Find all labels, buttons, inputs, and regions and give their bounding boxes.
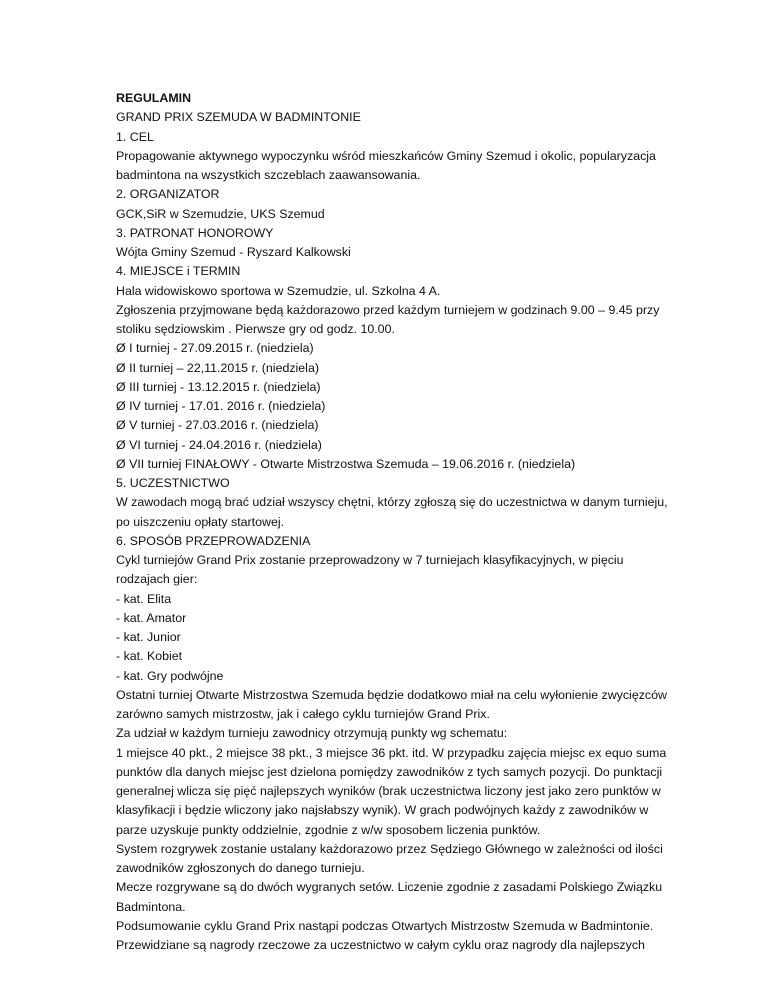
paragraph-line: Badmintona. (116, 899, 186, 914)
list-item: Ø II turniej – 22,11.2015 r. (niedziela) (116, 360, 319, 375)
paragraph-line: W zawodach mogą brać udział wszyscy chętni, którzy zgłoszą się do uczestnictwa w danym turnieju, (116, 495, 668, 510)
list-item: - kat. Amator (116, 610, 187, 625)
paragraph-line: Podsumowanie cyklu Grand Prix nastąpi podczas Otwartych Mistrzostw Szemuda w Badmintonie. (116, 918, 654, 933)
section-heading: 1. CEL (116, 129, 154, 144)
paragraph-line: zarówno samych mistrzostw, jak i całego cyklu turniejów Grand Prix. (116, 707, 490, 721)
section-heading: 4. MIEJSCE i TERMIN (116, 264, 241, 279)
paragraph-line: Zgłoszenia przyjmowane będą każdorazowo przed każdym turniejem w godzinach 9.00 – 9.45 przy (116, 302, 660, 317)
paragraph-line: Wójta Gminy Szemud - Ryszard Kalkowski (116, 245, 351, 259)
paragraph-line: Przewidziane są nagrody rzeczowe za uczestnictwo w całym cyklu oraz nagrody dla najlepszych (116, 938, 645, 952)
paragraph-line: stoliku sędziowskim . Pierwsze gry od godz. 10.00. (116, 322, 395, 336)
paragraph-line: GCK,SiR w Szemudzie, UKS Szemud (116, 206, 325, 221)
list-item: Ø VI turniej - 24.04.2016 r. (niedziela) (116, 437, 322, 452)
list-item: Ø VII turniej FINAŁOWY - Otwarte Mistrzostwa Szemuda – 19.06.2016 r. (niedziela) (116, 456, 576, 471)
paragraph-line: Propagowanie aktywnego wypoczynku wśród mieszkańców Gminy Szemud i okolic, popularyzacja (116, 148, 656, 163)
list-item: - kat. Elita (116, 591, 172, 606)
paragraph-line: 1 miejsce 40 pkt., 2 miejsce 38 pkt., 3 miejsce 36 pkt. itd. W przypadku zajęcia miejsc ex equo suma (116, 745, 667, 760)
document-page (116, 89, 716, 955)
paragraph-line: Cykl turniejów Grand Prix zostanie przeprowadzony w 7 turniejach klasyfikacyjnych, w pięciu (116, 553, 624, 567)
list-item: Ø V turniej - 27.03.2016 r. (niedziela) (116, 418, 319, 433)
paragraph-line: System rozgrywek zostanie ustalany każdorazowo przez Sędziego Głównego w zależności od ilości (116, 841, 663, 856)
paragraph-line: klasyfikacji i będzie wliczony jako najsłabszy wynik). W grach podwójnych każdy z zawodników w (116, 803, 649, 818)
list-item: - kat. Junior (116, 630, 181, 644)
paragraph-line: parze uzyskuje punkty oddzielnie, zgodnie z w/w sposobem liczenia punktów. (116, 822, 541, 837)
paragraph-line: rodzajach gier: (116, 572, 198, 587)
document-title: REGULAMIN (116, 91, 192, 105)
list-item: Ø III turniej - 13.12.2015 r. (niedziela) (116, 379, 321, 394)
list-item: - kat. Gry podwójne (116, 668, 224, 683)
section-heading: 2. ORGANIZATOR (116, 187, 220, 202)
paragraph-line: Za udział w każdym turnieju zawodnicy otrzymują punkty wg schematu: (116, 726, 508, 741)
paragraph-line: Hala widowiskowo sportowa w Szemudzie, ul. Szkolna 4 A. (116, 283, 441, 298)
document-subtitle: GRAND PRIX SZEMUDA W BADMINTONIE (116, 110, 361, 125)
section-heading: 6. SPOSÓB PRZEPROWADZENIA (116, 533, 311, 548)
paragraph-line: punktów dla danych miejsc jest dzielona pomiędzy zawodników z tych samych pozycji. Do punktacji (116, 764, 663, 779)
section-heading: 3. PATRONAT HONOROWY (116, 225, 274, 240)
paragraph-line: generalnej wlicza się pięć najlepszych wyników (brak uczestnictwa liczony jest jako zero punktów w (116, 784, 661, 798)
list-item: Ø I turniej - 27.09.2015 r. (niedziela) (116, 341, 314, 356)
paragraph-line: po uiszczeniu opłaty startowej. (116, 514, 285, 529)
list-item: Ø IV turniej - 17.01. 2016 r. (niedziela) (116, 399, 326, 413)
list-item: - kat. Kobiet (116, 649, 183, 664)
paragraph-line: Ostatni turniej Otwarte Mistrzostwa Szemuda będzie dodatkowo miał na celu wyłonienie zwycięzców (116, 687, 667, 702)
paragraph-line: badmintona na wszystkich szczeblach zaawansowania. (116, 168, 421, 182)
paragraph-line: Mecze rozgrywane są do dwóch wygranych setów. Liczenie zgodnie z zasadami Polskiego Związku (116, 880, 663, 895)
paragraph-line: zawodników zgłoszonych do danego turnieju. (116, 861, 365, 875)
section-heading: 5. UCZESTNICTWO (116, 476, 230, 490)
